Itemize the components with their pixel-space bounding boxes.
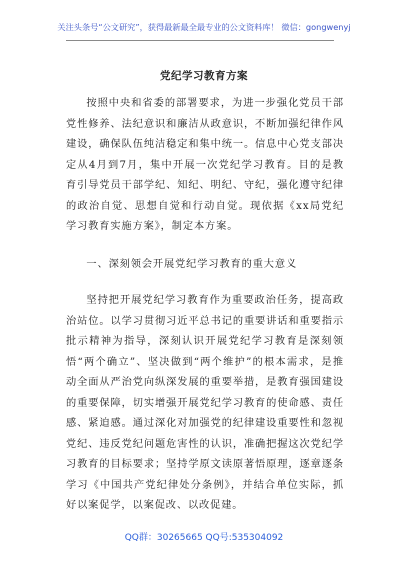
- paragraph-section-1: 坚持把开展党纪学习教育作为重要政治任务，提高政治站位。以学习贯彻习近平总书记的重要讲话和重要指示批示精神为指导，深刻认识开展党纪学习教育是深刻领悟“两个确立”、坚决做到“两个维护”的根本需求，是推动全面从严治党向纵深发展的重要举措，是教育强国建设的重要保障，切实增强开展党纪学习教育的使命感、责任感、紧迫感。通过深化对加强党的纪律建设重要性和忽视党纪、违反党纪问题危害性的认识，准确把握这次党纪学习教育的目标要求；坚持学原文读原著悟原理，逐章逐条学习《中国共产党纪律处分条例》，并结合单位实际，抓好以案促学，以案促改、以改促建。: [66, 295, 344, 511]
- header-banner: 关注头条号“公文研究”，获得最新最全最专业的公文资料库！ 微信：gongwenyj: [57, 22, 351, 32]
- document-title: 党纪学习教育方案: [160, 70, 248, 82]
- header-divider: [66, 40, 334, 41]
- section-heading-1: 一、深刻领会开展党纪学习教育的重大意义: [86, 259, 298, 270]
- footer-contact: QQ群：30265665 QQ号:535304092: [124, 533, 284, 543]
- paragraph-intro: 按照中央和省委的部署要求，为进一步强化党员干部党性修养、法纪意识和廉洁从政意识，不断加强纪律作风建设，确保队伍纯洁稳定和集中统一。信息中心党支部决定从4月到7月，集中开展一次党纪学习教育。目的是教育引导党员干部学纪、知纪、明纪、守纪，强化遵守纪律的政治自觉、思想自觉和行动自觉。现依据《xx局党纪学习教育实施方案》，制定本方案。: [66, 98, 344, 232]
